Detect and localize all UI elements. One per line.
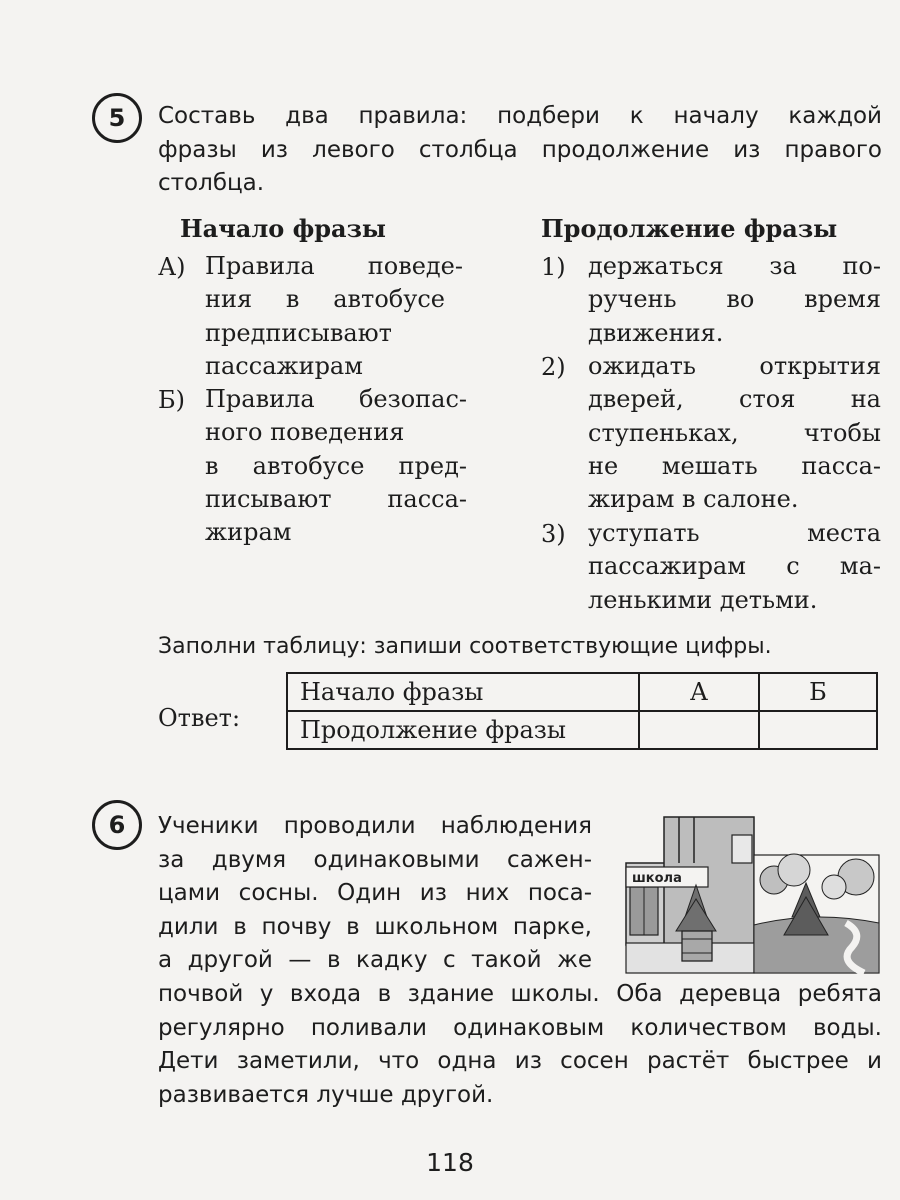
- left-item-b-line: писывают пасса-: [205, 484, 467, 513]
- left-item-a-line: ния в автобусе: [205, 285, 445, 314]
- left-item-a-line: Правила поведе-: [205, 252, 463, 280]
- column-header-a: А: [639, 673, 759, 711]
- task-6-line: почвой у входа в здание школы. Оба деревца ребята: [158, 981, 882, 1007]
- page-number: 118: [426, 1148, 474, 1177]
- right-item-2-line: не мешать пасса-: [588, 451, 881, 480]
- task-5-prompt-line: Составь два правила: подбери к началу каждой: [158, 103, 882, 129]
- right-item-1-line: ручень во время: [588, 285, 881, 314]
- left-item-b-line: Правила безопас-: [205, 385, 467, 413]
- task-6-line: регулярно поливали одинаковым количеством воды.: [158, 1014, 882, 1041]
- answer-table-row: [287, 711, 877, 749]
- task-6-number: 6: [108, 811, 126, 839]
- right-item-3-line: пассажирам с ма-: [588, 552, 881, 581]
- answer-label: Ответ:: [158, 704, 241, 732]
- left-item-b-line: в автобусе пред-: [205, 451, 467, 480]
- answer-table-row: [287, 673, 877, 711]
- right-item-mark-2: 2): [541, 353, 566, 381]
- task-6-line: развивается лучше другой.: [158, 1081, 494, 1108]
- row-label-phrase-continuation: Продолжение фразы: [287, 711, 639, 749]
- left-item-b-line: ного поведения: [205, 418, 405, 447]
- left-item-a-line: пассажирам: [205, 351, 363, 380]
- left-item-a: [205, 250, 463, 383]
- task-5-number: 5: [108, 104, 126, 132]
- task-5-prompt-line: фразы из левого столбца продолжение из правого: [158, 136, 882, 163]
- right-item-1: [588, 250, 881, 350]
- right-item-3-line: уступать места: [588, 519, 881, 547]
- task-5-prompt-line: столбца.: [158, 170, 265, 196]
- task-5-number-badge: [92, 93, 142, 143]
- left-item-mark-a: А): [158, 253, 186, 281]
- task-6-line: за двумя одинаковыми сажен-: [158, 846, 592, 873]
- task-6-line: дили в почву в школьном парке,: [158, 913, 592, 940]
- answer-cell-b[interactable]: [759, 711, 877, 749]
- answer-table: [286, 672, 878, 750]
- task-6-line: а другой — в кадку с такой же: [158, 947, 592, 973]
- right-item-2-line: жирам в салоне.: [588, 485, 799, 514]
- task-6-text-narrow: [158, 810, 592, 978]
- right-item-1-line: держаться за по-: [588, 252, 881, 280]
- answer-cell-a[interactable]: [639, 711, 759, 749]
- column-header-b: Б: [759, 673, 877, 711]
- right-item-2-line: дверей, стоя на: [588, 385, 881, 414]
- left-item-mark-b: Б): [158, 386, 185, 414]
- right-item-3: [588, 517, 881, 617]
- right-column-header: Продолжение фразы: [541, 214, 838, 243]
- row-label-phrase-start: Начало фразы: [287, 673, 639, 711]
- left-item-b-line: жирам: [205, 518, 292, 547]
- task-6-number-badge: [92, 800, 142, 850]
- left-item-a-line: предписывают: [205, 318, 392, 347]
- school-sign: школа: [632, 871, 682, 886]
- left-column-header: Начало фразы: [180, 214, 386, 243]
- task-6-text-wide: [158, 978, 882, 1112]
- task-6-line: цами сосны. Один из них поса-: [158, 880, 592, 906]
- task-6-line: Ученики проводили наблюдения: [158, 813, 592, 839]
- right-item-2-line: ступеньках, чтобы: [588, 418, 881, 447]
- right-item-1-line: движения.: [588, 318, 724, 347]
- fill-instruction: Заполни таблицу: запиши соответствующие цифры.: [158, 634, 772, 659]
- right-item-2-line: ожидать открытия: [588, 352, 881, 380]
- right-item-2: [588, 350, 881, 516]
- task-5-prompt: [158, 100, 882, 201]
- school-pines-illustration: [624, 815, 881, 975]
- left-item-b: [205, 383, 467, 549]
- right-item-mark-1: 1): [541, 253, 566, 281]
- right-item-mark-3: 3): [541, 520, 566, 548]
- right-item-3-line: ленькими детьми.: [588, 585, 818, 614]
- task-6-line: Дети заметили, что одна из сосен растёт быстрее и: [158, 1048, 882, 1074]
